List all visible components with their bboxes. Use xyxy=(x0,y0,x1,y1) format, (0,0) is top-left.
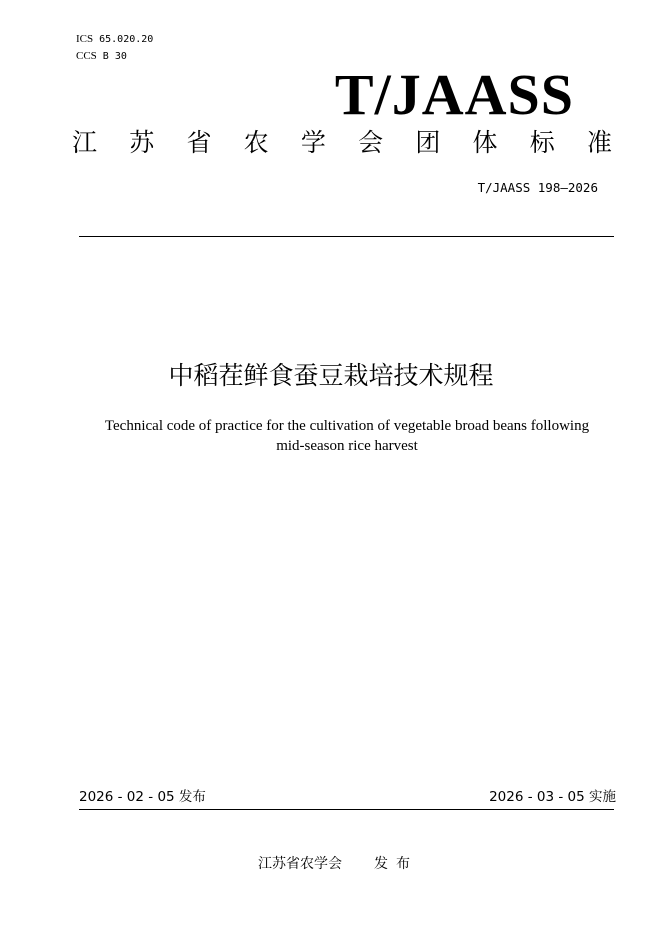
heading-char: 团 xyxy=(415,128,441,157)
heading-char: 农 xyxy=(243,128,269,157)
english-title-line-1: Technical code of practice for the cultivation of vegetable broad beans following xyxy=(104,418,590,434)
publisher-line xyxy=(258,854,418,874)
heading-char: 会 xyxy=(358,128,384,157)
heading-char: 标 xyxy=(529,128,555,157)
heading-char: 江 xyxy=(72,128,98,157)
ics-label: ICS xyxy=(76,33,94,45)
ics-code: 65.020.20 xyxy=(99,34,154,45)
heading-char: 苏 xyxy=(129,128,155,157)
english-title xyxy=(60,416,634,456)
ccs-label: CCS xyxy=(76,50,97,62)
heading-char: 省 xyxy=(186,128,212,157)
standard-brand-logo: T/JAASS xyxy=(334,62,574,127)
organization-standard-heading xyxy=(72,126,612,160)
publisher-name: 江苏省农学会 xyxy=(258,856,342,872)
ics-classification xyxy=(76,32,153,47)
ccs-code: B 30 xyxy=(102,51,127,62)
issued-label: 发布 xyxy=(374,856,418,872)
ccs-classification xyxy=(76,49,127,64)
implementation-date: 2026 - 03 - 05 实施 xyxy=(489,789,616,805)
chinese-title: 中稻茬鲜食蚕豆栽培技术规程 xyxy=(168,361,494,390)
english-title-line-2: mid-season rice harvest xyxy=(276,438,418,454)
heading-char: 体 xyxy=(472,128,498,157)
issue-date: 2026 - 02 - 05 发布 xyxy=(79,789,206,805)
standard-number: T/JAASS 198—2026 xyxy=(477,180,598,195)
header-divider xyxy=(79,236,614,237)
footer-divider xyxy=(79,809,614,810)
heading-char: 学 xyxy=(300,128,326,157)
heading-char: 准 xyxy=(586,128,612,157)
